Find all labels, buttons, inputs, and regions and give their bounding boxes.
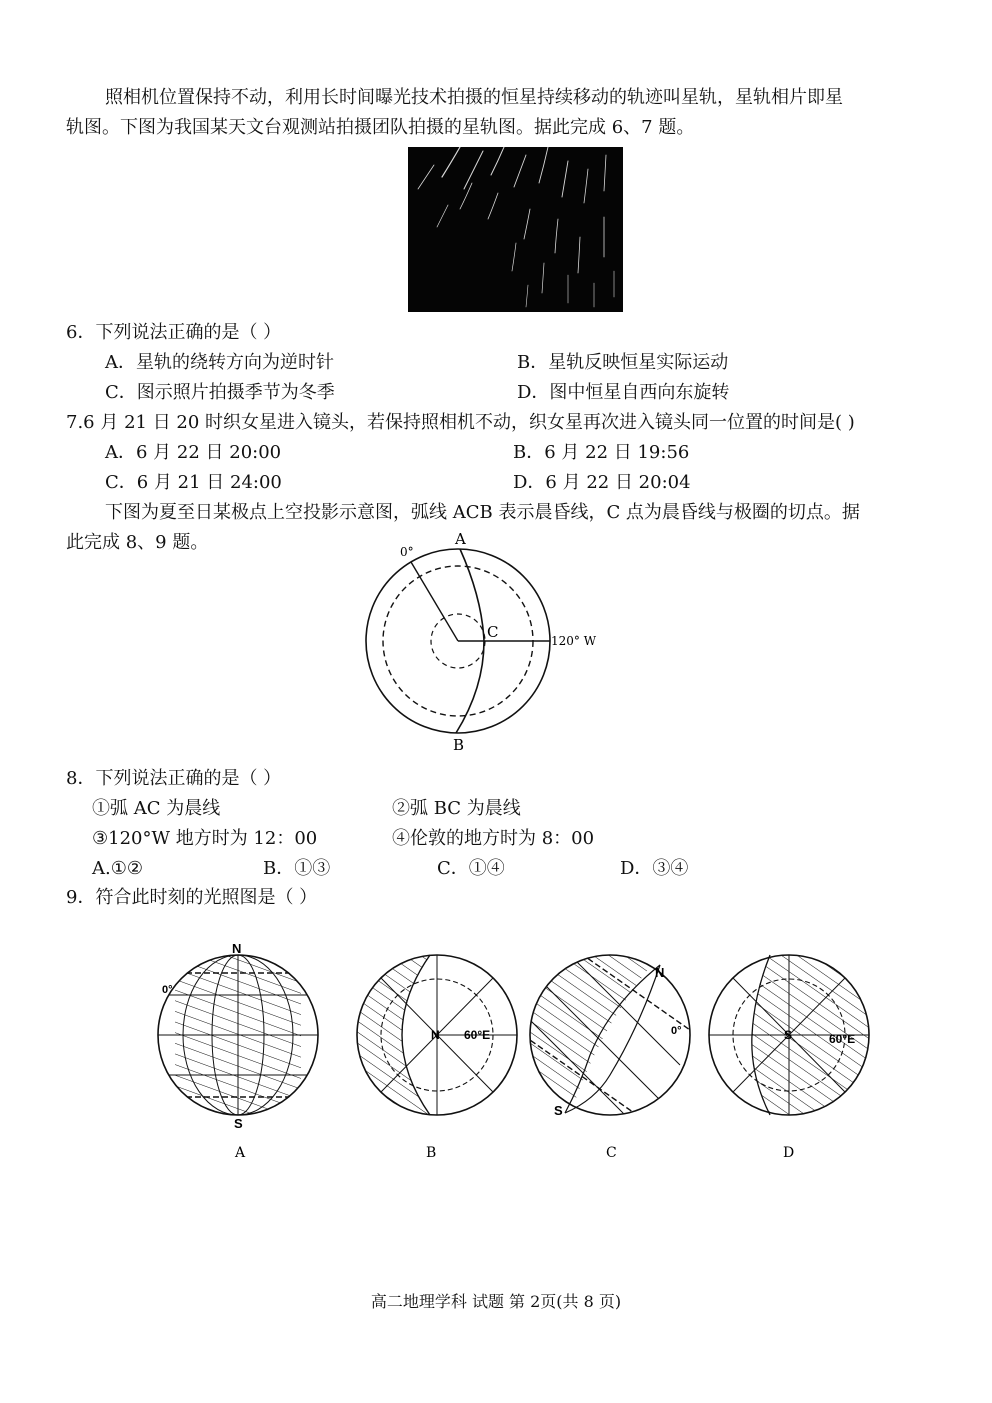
star-trail-photo [408, 147, 623, 312]
meridian-0 [411, 562, 458, 641]
globe-a-zero: 0° [162, 984, 173, 996]
label-c: C [487, 623, 499, 641]
q6-option-a[interactable]: A．星轨的绕转方向为逆时针 [105, 352, 334, 373]
globe-b[interactable] [357, 955, 517, 1161]
q6-option-c[interactable]: C．图示照片拍摄季节为冬季 [105, 382, 335, 403]
page-footer: 高二地理学科 试题 第 2页(共 8 页) [370, 1292, 622, 1311]
globe-c-caption: C [606, 1145, 617, 1161]
q8-statement-3: ③120°W 地方时为 12：00 [92, 828, 318, 849]
globe-d-deg: 60°E [829, 1032, 856, 1046]
q8-statement-2: ②弧 BC 为晨线 [392, 798, 521, 819]
q7-option-b[interactable]: B．6 月 22 日 19:56 [513, 442, 690, 463]
intro2-line-1: 下图为夏至日某极点上空投影示意图，弧线 ACB 表示晨昏线，C 点为晨昏线与极圈的切点。据 [105, 502, 860, 523]
q6-option-d[interactable]: D．图中恒星自西向东旋转 [517, 382, 730, 403]
q8-statement-4: ④伦敦的地方时为 8：00 [392, 828, 595, 849]
q8-option-d[interactable]: D．③④ [620, 858, 689, 879]
q6-stem: 6．下列说法正确的是（ ） [66, 322, 282, 343]
globe-a-caption: A [235, 1145, 246, 1161]
q7-option-c[interactable]: C．6 月 21 日 24:00 [105, 472, 282, 493]
q6-option-b[interactable]: B．星轨反映恒星实际运动 [517, 352, 729, 373]
globe-a[interactable] [150, 941, 330, 1161]
globe-c[interactable] [516, 945, 700, 1161]
globe-d[interactable] [709, 955, 870, 1161]
globe-d-s: S [784, 1028, 793, 1042]
globe-a-s: S [234, 1116, 243, 1131]
q8-option-a[interactable]: A.①② [92, 858, 143, 879]
intro2-line-2: 此完成 8、9 题。 [66, 532, 209, 553]
globe-b-caption: B [426, 1145, 437, 1161]
q7-option-d[interactable]: D．6 月 22 日 20:04 [513, 472, 691, 493]
globe-b-deg: 60°E [464, 1028, 491, 1042]
q8-statement-1: ①弧 AC 为晨线 [92, 798, 221, 819]
globe-c-zero: 0° [671, 1025, 682, 1037]
q9-stem: 9．符合此时刻的光照图是（ ） [66, 887, 318, 908]
globe-c-s: S [554, 1103, 563, 1118]
illumination-figures [140, 935, 900, 1170]
label-b: B [453, 736, 465, 754]
label-a: A [455, 530, 466, 548]
q7-stem: 7.6 月 21 日 20 时织女星进入镜头，若保持照相机不动，织女星再次进入镜头同一位置的时间是( ) [66, 412, 855, 433]
q8-stem: 8．下列说法正确的是（ ） [66, 768, 282, 789]
intro-line-1: 照相机位置保持不动，利用长时间曝光技术拍摄的恒星持续移动的轨迹叫星轨，星轨相片即星 [105, 87, 843, 108]
q7-option-a[interactable]: A．6 月 22 日 20:00 [105, 442, 282, 463]
label-120w: 120° W [551, 634, 597, 648]
label-0-deg: 0° [400, 545, 414, 559]
intro-line-2: 轨图。下图为我国某天文台观测站拍摄团队拍摄的星轨图。据此完成 6、7 题。 [66, 117, 695, 138]
globe-c-n: N [655, 965, 665, 980]
polar-projection-figure [360, 528, 610, 754]
globe-b-n: N [431, 1028, 440, 1042]
q8-option-b[interactable]: B．①③ [263, 858, 331, 879]
globe-d-caption: D [783, 1145, 795, 1161]
globe-a-n: N [232, 941, 242, 956]
q8-option-c[interactable]: C．①④ [437, 858, 505, 879]
